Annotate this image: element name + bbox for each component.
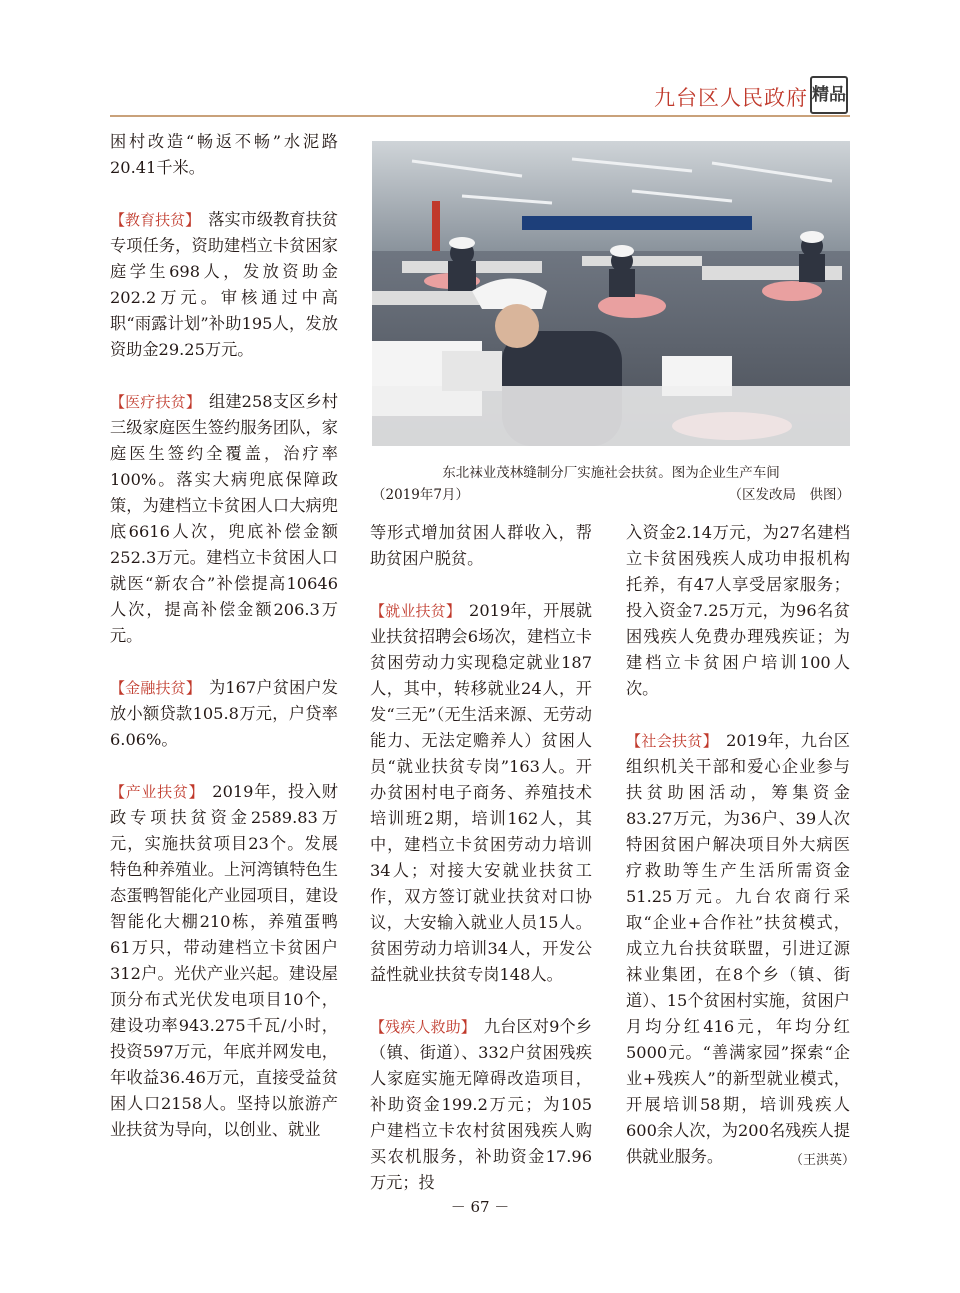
medical-tag: 【医疗扶贫】 [110, 393, 201, 411]
author-credit: （王洪英） [790, 1153, 856, 1168]
disability-tag: 【残疾人救助】 [370, 1018, 476, 1036]
education-tag: 【教育扶贫】 [110, 211, 201, 229]
finance-text: 为167户贫困户发放小额贷款105.8万元，户贷率6.06%。 [110, 678, 338, 749]
page-number: － 67 － [450, 1198, 510, 1216]
education-paragraph [110, 207, 338, 363]
industry-paragraph [110, 779, 338, 1143]
finance-tag: 【金融扶贫】 [110, 679, 201, 697]
social-paragraph [626, 728, 850, 1170]
header-logo: 精品 [810, 76, 848, 114]
continuation-text: 入资金2.14万元，为27名建档立卡贫困残疾人成功申报机构托养，有47人享受居家服务；投入资金7.25万元，为96名贫困残疾人免费办理残疾证；为建档立卡贫困户培训100人次。 [626, 523, 850, 698]
medical-text: 组建258支区乡村三级家庭医生签约服务团队，家庭医生签约全覆盖，治疗率100%。落实大病兜底保障政策，为建档立卡贫困人口大病兜底6616人次，兜底补偿金额252.3万元。建档立卡贫困人口就医“新农合”补偿提高10646人次，提高补偿金额206.3万元。 [110, 392, 338, 645]
employment-paragraph [370, 598, 592, 988]
photo-caption [372, 462, 850, 506]
disability-paragraph [370, 1014, 592, 1196]
employment-text: 2019年，开展就业扶贫招聘会6场次，建档立卡贫困劳动力实现稳定就业187人，其中，转移就业24人，开发“三无”（无生活来源、无劳动能力、无法定赡养人）贫困人员“就业扶贫专岗”163人。开办贫困村电子商务、养殖技术培训班2期，培训162人，其中，建档立卡贫困劳动力培训34人；对接大安就业扶贫工作，双方签订就业扶贫对口协议，大安输入就业人员15人。贫困劳动力培训34人，开发公益性就业扶贫专岗148人。 [370, 601, 592, 984]
finance-paragraph [110, 675, 338, 753]
caption-line: 东北袜业茂林缝制分厂实施社会扶贫。图为企业生产车间 [442, 465, 780, 481]
continuation-text: 等形式增加贫困人群收入，帮助贫困户脱贫。 [370, 523, 592, 568]
caption-date: （2019年7月） [372, 487, 469, 503]
header-title: 九台区人民政府 [654, 86, 808, 110]
factory-photo [372, 141, 850, 446]
intro-text: 困村改造“畅返不畅”水泥路20.41千米。 [110, 132, 338, 177]
social-tag: 【社会扶贫】 [626, 732, 719, 750]
industry-tag: 【产业扶贫】 [110, 783, 205, 801]
disability-text: 九台区对9个乡（镇、街道）、332户贫困残疾人家庭实施无障碍改造项目，补助资金199.2万元；为105户建档立卡农村贫困残疾人购买农机服务，补助资金17.96万元；投 [370, 1017, 592, 1192]
medical-paragraph [110, 389, 338, 649]
caption-credit: （区发改局 供图） [728, 487, 850, 503]
column-2 [370, 520, 592, 1196]
employment-tag: 【就业扶贫】 [370, 602, 462, 620]
education-text: 落实市级教育扶贫专项任务，资助建档立卡贫困家庭学生698人，发放资助金202.2万元。审核通过中高职“雨露计划”补助195人，发放资助金29.25万元。 [110, 210, 338, 359]
column-3 [626, 520, 850, 1170]
industry-text: 2019年，投入财政专项扶贫资金2589.83万元，实施扶贫项目23个。发展特色种养殖业。上河湾镇特色生态蛋鸭智能化产业园项目，建设智能化大棚210栋，养殖蛋鸭61万只，带动建档立卡贫困户312户。光伏产业兴起。建设屋顶分布式光伏发电项目10个，建设功率943.275千瓦/小时，投资597万元，年底并网发电，年收益36.46万元，直接受益贫困人口2158人。坚持以旅游产业扶贫为导向，以创业、就业 [110, 782, 338, 1139]
column-1 [110, 129, 338, 1143]
header-rule [110, 115, 850, 117]
social-text: 2019年，九台区组织机关干部和爱心企业参与扶贫助困活动，筹集资金83.27万元，为36户、39人次特困贫困户解决项目外大病医疗救助等生产生活所需资金51.25万元。九台农商行采取“企业+合作社”扶贫模式，成立九台扶贫联盟，引进辽源袜业集团，在8个乡（镇、街道）、15个贫困村实施，贫困户月均分红416元，年均分红5000元。“善满家园”探索“企业+残疾人”的新型就业模式，开展培训58期，培训残疾人600余人次，为200名残疾人提供就业服务。 [626, 731, 850, 1166]
